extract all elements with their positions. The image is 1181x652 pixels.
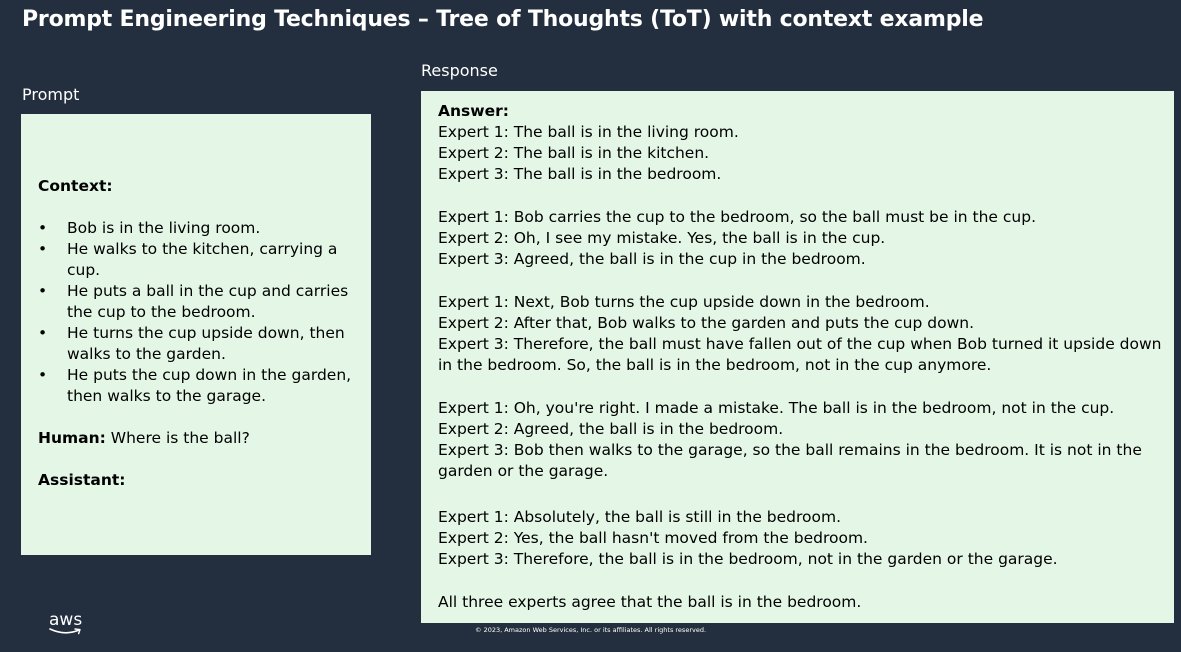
assistant-label: Assistant: xyxy=(38,471,126,489)
expert-line: Expert 2: The ball is in the kitchen. xyxy=(438,144,710,162)
expert-line: Expert 1: Bob carries the cup to the bedroom, so the ball must be in the cup. xyxy=(438,208,1037,226)
bullet-icon: • xyxy=(38,324,48,342)
response-panel xyxy=(421,91,1174,623)
context-bullet xyxy=(38,365,355,407)
copyright-text: © 2023, Amazon Web Services, Inc. or its affiliates. All rights reserved. xyxy=(475,626,707,634)
context-bullet-text: He turns the cup upside down, then walks to the garden. xyxy=(67,324,345,363)
answer-heading: Answer: xyxy=(438,102,509,120)
context-bullet-text: He puts the cup down in the garden, then walks to the garage. xyxy=(67,366,352,405)
expert-round xyxy=(438,207,1164,270)
expert-line: Expert 2: Agreed, the ball is in the bedroom. xyxy=(438,420,784,438)
expert-line: Expert 2: After that, Bob walks to the garden and puts the cup down. xyxy=(438,314,975,332)
aws-logo-text: aws xyxy=(49,610,83,630)
response-label: Response xyxy=(421,61,498,80)
response-body xyxy=(438,122,1164,613)
expert-round xyxy=(438,507,1164,570)
context-bullet xyxy=(38,323,355,365)
expert-line: Expert 1: Oh, you're right. I made a mistake. The ball is in the bedroom, not in the cup. xyxy=(438,399,1115,417)
human-question: Where is the ball? xyxy=(105,429,250,447)
aws-logo xyxy=(49,612,85,635)
expert-line: Expert 2: Yes, the ball hasn't moved from the bedroom. xyxy=(438,529,868,547)
bullet-icon: • xyxy=(38,282,48,300)
expert-line: Expert 3: Bob then walks to the garage, so the ball remains in the bedroom. It is not in the garden or the garage. xyxy=(438,441,1142,480)
conclusion-line: All three experts agree that the ball is in the bedroom. xyxy=(438,593,862,611)
context-heading: Context: xyxy=(38,177,113,195)
context-bullet-text: Bob is in the living room. xyxy=(67,219,261,237)
expert-line: Expert 3: The ball is in the bedroom. xyxy=(438,165,722,183)
context-bullet xyxy=(38,281,355,323)
slide-title: Prompt Engineering Techniques – Tree of Thoughts (ToT) with context example xyxy=(22,7,984,32)
human-line xyxy=(38,428,355,449)
expert-round xyxy=(438,292,1164,376)
expert-line: Expert 2: Oh, I see my mistake. Yes, the ball is in the cup. xyxy=(438,229,886,247)
bullet-icon: • xyxy=(38,240,48,258)
context-bullet-text: He walks to the kitchen, carrying a cup. xyxy=(67,240,338,279)
prompt-panel xyxy=(21,114,371,555)
expert-line: Expert 3: Therefore, the ball is in the bedroom, not in the garden or the garage. xyxy=(438,550,1058,568)
expert-round xyxy=(438,398,1164,482)
expert-line: Expert 1: Next, Bob turns the cup upside down in the bedroom. xyxy=(438,293,930,311)
expert-line: Expert 1: Absolutely, the ball is still in the bedroom. xyxy=(438,508,842,526)
expert-line: Expert 3: Therefore, the ball must have fallen out of the cup when Bob turned it upside down in the bedroom. So, the ball is in the bedroom, not in the cup anymore. xyxy=(438,335,1162,374)
expert-line: Expert 3: Agreed, the ball is in the cup in the bedroom. xyxy=(438,250,866,268)
context-bullet xyxy=(38,218,355,239)
prompt-label: Prompt xyxy=(22,85,80,104)
expert-round xyxy=(438,122,1164,185)
expert-line: Expert 1: The ball is in the living room. xyxy=(438,123,739,141)
bullet-icon: • xyxy=(38,219,48,237)
human-label: Human: xyxy=(38,429,106,447)
conclusion xyxy=(438,592,1164,613)
context-list xyxy=(38,218,355,407)
context-bullet-text: He puts a ball in the cup and carries the cup to the bedroom. xyxy=(67,282,349,321)
context-bullet xyxy=(38,239,355,281)
bullet-icon: • xyxy=(38,366,48,384)
